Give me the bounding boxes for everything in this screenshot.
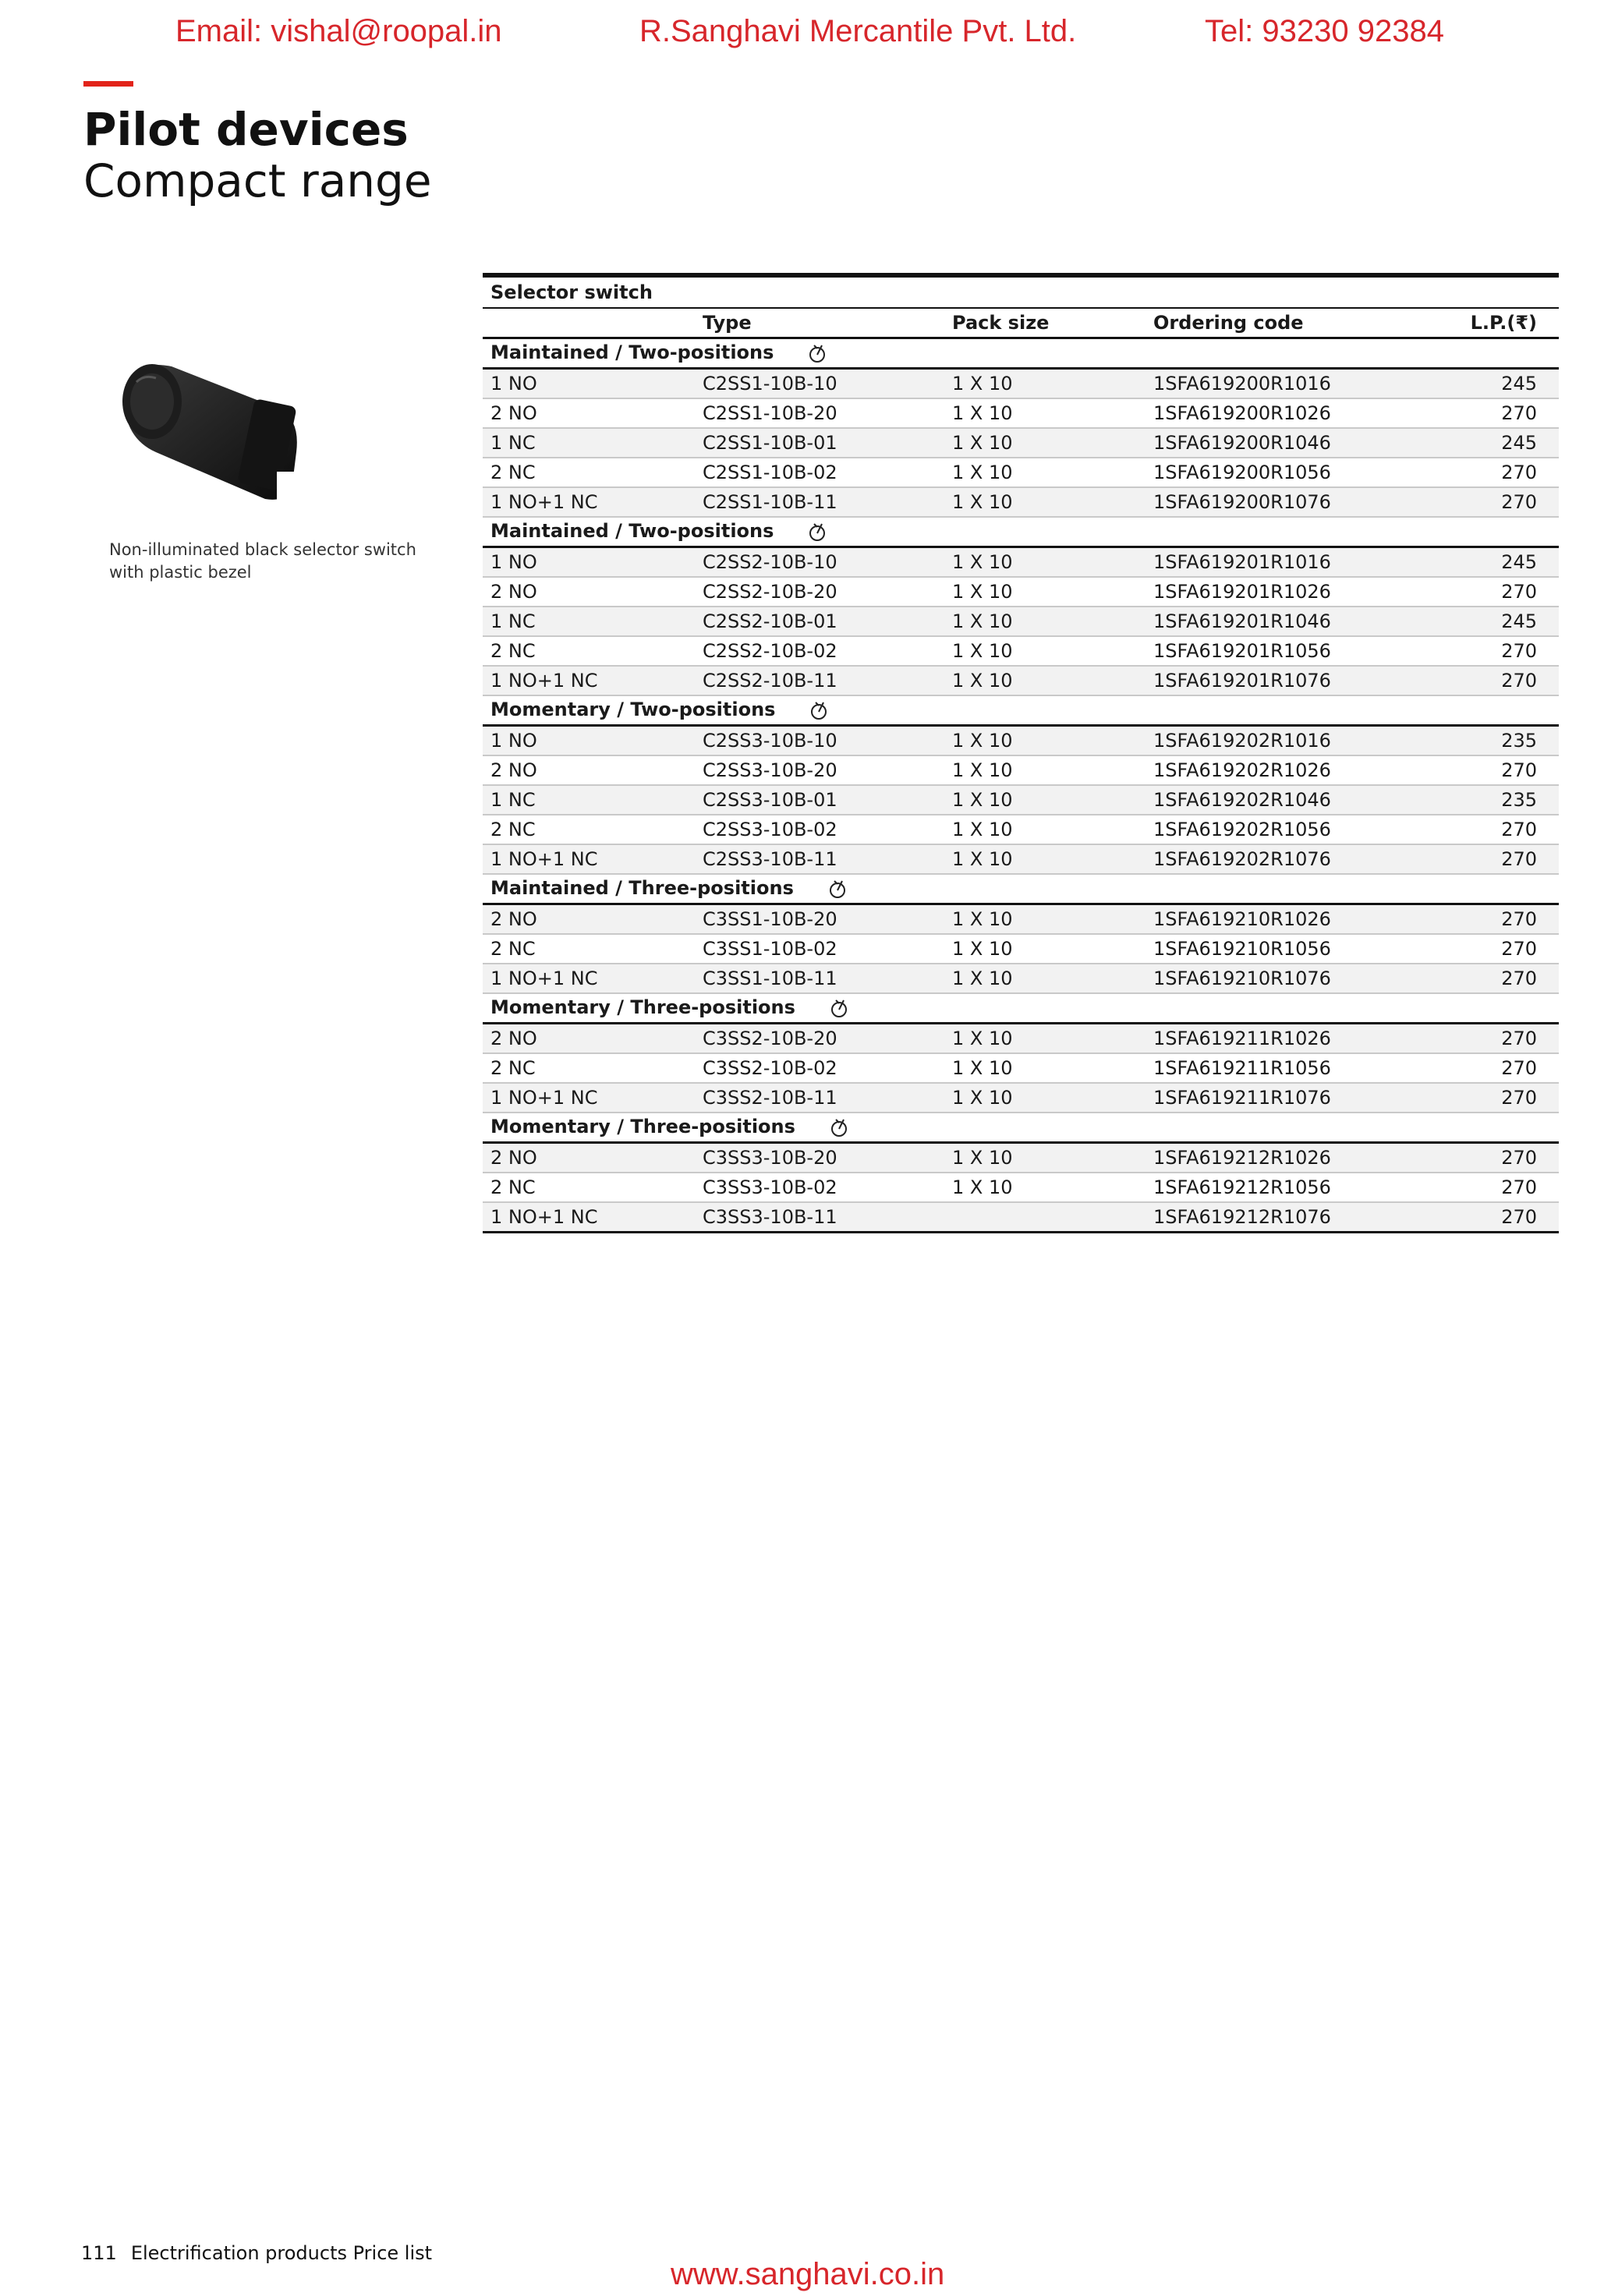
header-email[interactable]: Email: vishal@roopal.in [175, 14, 502, 48]
cell-list-price: 270 [1442, 904, 1559, 935]
cell-list-price: 270 [1442, 398, 1559, 428]
cell-contacts: 1 NO [483, 547, 695, 578]
cell-pack-size: 1 X 10 [944, 636, 1146, 666]
table-row [483, 964, 1559, 993]
cell-list-price: 270 [1442, 577, 1559, 607]
cell-ordering-code: 1SFA619211R1026 [1146, 1024, 1442, 1054]
cell-pack-size: 1 X 10 [944, 458, 1146, 487]
section-header [483, 338, 1559, 369]
cell-list-price: 270 [1442, 458, 1559, 487]
cell-type: C2SS2-10B-10 [695, 547, 944, 578]
table-row [483, 607, 1559, 636]
selector-switch-price-table [483, 273, 1559, 1233]
section-header-row [483, 993, 1559, 1024]
cell-ordering-code: 1SFA619202R1076 [1146, 844, 1442, 874]
cell-ordering-code: 1SFA619210R1026 [1146, 904, 1442, 935]
table-row [483, 844, 1559, 874]
cell-ordering-code: 1SFA619202R1056 [1146, 815, 1442, 844]
table-row [483, 755, 1559, 785]
cell-ordering-code: 1SFA619200R1026 [1146, 398, 1442, 428]
cell-list-price: 245 [1442, 369, 1559, 399]
cell-pack-size: 1 X 10 [944, 815, 1146, 844]
cell-contacts: 1 NO+1 NC [483, 964, 695, 993]
cell-type: C2SS3-10B-02 [695, 815, 944, 844]
header-company: R.Sanghavi Mercantile Pvt. Ltd. [639, 14, 1077, 48]
cell-list-price: 245 [1442, 607, 1559, 636]
cell-ordering-code: 1SFA619200R1076 [1146, 487, 1442, 517]
cell-type: C2SS1-10B-11 [695, 487, 944, 517]
cell-type: C3SS2-10B-02 [695, 1053, 944, 1083]
cell-pack-size: 1 X 10 [944, 904, 1146, 935]
cell-type: C2SS2-10B-01 [695, 607, 944, 636]
table-row [483, 636, 1559, 666]
table-row [483, 1173, 1559, 1202]
table-row [483, 904, 1559, 935]
table-row [483, 458, 1559, 487]
table-row [483, 428, 1559, 458]
table-row [483, 1024, 1559, 1054]
cell-contacts: 1 NC [483, 785, 695, 815]
cell-ordering-code: 1SFA619202R1016 [1146, 726, 1442, 756]
selector-momentary-two-position-icon [806, 698, 831, 723]
table-row [483, 1083, 1559, 1113]
cell-pack-size: 1 X 10 [944, 577, 1146, 607]
cell-ordering-code: 1SFA619201R1026 [1146, 577, 1442, 607]
cell-type: C2SS1-10B-01 [695, 428, 944, 458]
cell-contacts: 2 NC [483, 815, 695, 844]
cell-type: C3SS2-10B-11 [695, 1083, 944, 1113]
table-row [483, 487, 1559, 517]
cell-pack-size: 1 X 10 [944, 369, 1146, 399]
cell-list-price: 270 [1442, 964, 1559, 993]
page-title: Pilot devices [83, 103, 409, 156]
cell-pack-size: 1 X 10 [944, 428, 1146, 458]
cell-contacts: 2 NO [483, 904, 695, 935]
cell-contacts: 2 NO [483, 755, 695, 785]
cell-contacts: 2 NC [483, 1173, 695, 1202]
header-telephone[interactable]: Tel: 93230 92384 [1205, 14, 1444, 48]
cell-ordering-code: 1SFA619200R1056 [1146, 458, 1442, 487]
section-title: Momentary / Two-positions [490, 699, 776, 720]
table-caption-row [483, 275, 1559, 308]
cell-pack-size: 1 X 10 [944, 666, 1146, 695]
cell-pack-size: 1 X 10 [944, 1143, 1146, 1173]
cell-list-price: 235 [1442, 726, 1559, 756]
cell-contacts: 1 NO [483, 726, 695, 756]
cell-ordering-code: 1SFA619212R1026 [1146, 1143, 1442, 1173]
selector-switch-product-image [109, 335, 312, 515]
cell-type: C3SS1-10B-11 [695, 964, 944, 993]
cell-contacts: 2 NO [483, 1143, 695, 1173]
cell-type: C2SS1-10B-20 [695, 398, 944, 428]
section-title: Maintained / Two-positions [490, 341, 774, 363]
cell-pack-size: 1 X 10 [944, 1083, 1146, 1113]
cell-ordering-code: 1SFA619200R1016 [1146, 369, 1442, 399]
selector-momentary-three-position-icon [827, 996, 852, 1021]
section-title: Maintained / Three-positions [490, 877, 794, 899]
page-footer [81, 2242, 432, 2264]
table-row [483, 398, 1559, 428]
cell-pack-size: 1 X 10 [944, 964, 1146, 993]
table-row [483, 1202, 1559, 1233]
cell-list-price: 270 [1442, 844, 1559, 874]
cell-ordering-code: 1SFA619201R1046 [1146, 607, 1442, 636]
cell-pack-size: 1 X 10 [944, 487, 1146, 517]
table-row [483, 785, 1559, 815]
page-subtitle: Compact range [83, 154, 432, 207]
cell-ordering-code: 1SFA619210R1076 [1146, 964, 1442, 993]
cell-type: C2SS3-10B-20 [695, 755, 944, 785]
cell-contacts: 1 NO+1 NC [483, 487, 695, 517]
column-header-type: Type [695, 308, 944, 338]
cell-list-price: 270 [1442, 1202, 1559, 1233]
table-row [483, 934, 1559, 964]
section-title: Momentary / Three-positions [490, 996, 795, 1018]
cell-contacts: 2 NC [483, 934, 695, 964]
cell-list-price: 270 [1442, 666, 1559, 695]
cell-ordering-code: 1SFA619212R1056 [1146, 1173, 1442, 1202]
cell-type: C2SS2-10B-20 [695, 577, 944, 607]
table-row [483, 666, 1559, 695]
cell-contacts: 1 NO+1 NC [483, 844, 695, 874]
cell-list-price: 270 [1442, 636, 1559, 666]
cell-ordering-code: 1SFA619211R1056 [1146, 1053, 1442, 1083]
section-header-row [483, 1113, 1559, 1143]
table-row [483, 815, 1559, 844]
cell-type: C2SS3-10B-01 [695, 785, 944, 815]
cell-list-price: 245 [1442, 547, 1559, 578]
table-caption: Selector switch [483, 275, 1559, 308]
footer-text: Electrification products Price list [130, 2242, 433, 2264]
cell-ordering-code: 1SFA619202R1046 [1146, 785, 1442, 815]
cell-list-price: 270 [1442, 1053, 1559, 1083]
cell-pack-size: 1 X 10 [944, 1024, 1146, 1054]
table-row [483, 1143, 1559, 1173]
cell-contacts: 1 NO+1 NC [483, 1083, 695, 1113]
cell-contacts: 2 NO [483, 577, 695, 607]
cell-ordering-code: 1SFA619211R1076 [1146, 1083, 1442, 1113]
title-accent-rule [83, 81, 133, 87]
column-header-pack-size: Pack size [944, 308, 1146, 338]
cell-list-price: 245 [1442, 428, 1559, 458]
cell-contacts: 2 NC [483, 1053, 695, 1083]
product-caption [109, 539, 452, 584]
cell-type: C3SS1-10B-20 [695, 904, 944, 935]
section-header [483, 874, 1559, 904]
table-row [483, 547, 1559, 578]
cell-pack-size: 1 X 10 [944, 934, 1146, 964]
cell-list-price: 270 [1442, 1173, 1559, 1202]
table-header-row [483, 308, 1559, 338]
cell-contacts: 1 NO+1 NC [483, 1202, 695, 1233]
cell-pack-size: 1 X 10 [944, 1053, 1146, 1083]
cell-pack-size: 1 X 10 [944, 607, 1146, 636]
cell-type: C2SS1-10B-10 [695, 369, 944, 399]
cell-list-price: 270 [1442, 487, 1559, 517]
cell-list-price: 270 [1442, 934, 1559, 964]
cell-type: C3SS3-10B-02 [695, 1173, 944, 1202]
cell-contacts: 1 NO [483, 369, 695, 399]
product-caption-line-2: with plastic bezel [109, 563, 252, 582]
cell-type: C2SS2-10B-02 [695, 636, 944, 666]
footer-website[interactable]: www.sanghavi.co.in [671, 2257, 945, 2291]
contact-header [0, 14, 1597, 61]
selector-three-position-icon [825, 876, 850, 901]
cell-type: C3SS2-10B-20 [695, 1024, 944, 1054]
column-header-list-price: L.P.(₹) [1442, 308, 1559, 338]
section-header-row [483, 695, 1559, 726]
table-row [483, 577, 1559, 607]
cell-contacts: 1 NO+1 NC [483, 666, 695, 695]
cell-pack-size: 1 X 10 [944, 844, 1146, 874]
selector-two-position-angled-icon [805, 519, 830, 544]
product-caption-line-1: Non-illuminated black selector switch [109, 540, 416, 559]
cell-list-price: 270 [1442, 1083, 1559, 1113]
cell-contacts: 2 NC [483, 458, 695, 487]
section-header-row [483, 517, 1559, 547]
cell-type: C3SS3-10B-20 [695, 1143, 944, 1173]
cell-pack-size: 1 X 10 [944, 755, 1146, 785]
page-number: 111 [81, 2242, 117, 2264]
cell-contacts: 1 NC [483, 607, 695, 636]
cell-list-price: 270 [1442, 755, 1559, 785]
cell-ordering-code: 1SFA619201R1056 [1146, 636, 1442, 666]
cell-contacts: 2 NC [483, 636, 695, 666]
cell-contacts: 1 NC [483, 428, 695, 458]
table-row [483, 1053, 1559, 1083]
cell-pack-size [944, 1202, 1146, 1233]
cell-type: C2SS2-10B-11 [695, 666, 944, 695]
table-row [483, 369, 1559, 399]
cell-type: C3SS1-10B-02 [695, 934, 944, 964]
cell-list-price: 270 [1442, 1143, 1559, 1173]
cell-pack-size: 1 X 10 [944, 726, 1146, 756]
cell-pack-size: 1 X 10 [944, 785, 1146, 815]
column-header-ordering-code: Ordering code [1146, 308, 1442, 338]
cell-contacts: 2 NO [483, 398, 695, 428]
section-header-row [483, 338, 1559, 369]
selector-two-position-icon [805, 341, 830, 366]
section-title: Momentary / Three-positions [490, 1116, 795, 1137]
cell-list-price: 270 [1442, 1024, 1559, 1054]
cell-type: C2SS3-10B-11 [695, 844, 944, 874]
cell-pack-size: 1 X 10 [944, 1173, 1146, 1202]
cell-type: C3SS3-10B-11 [695, 1202, 944, 1233]
section-title: Maintained / Two-positions [490, 520, 774, 542]
cell-ordering-code: 1SFA619210R1056 [1146, 934, 1442, 964]
section-header-row [483, 874, 1559, 904]
column-header-contacts [483, 308, 695, 338]
table-row [483, 726, 1559, 756]
cell-ordering-code: 1SFA619201R1016 [1146, 547, 1442, 578]
cell-ordering-code: 1SFA619201R1076 [1146, 666, 1442, 695]
section-header [483, 993, 1559, 1024]
cell-ordering-code: 1SFA619200R1046 [1146, 428, 1442, 458]
section-header [483, 695, 1559, 726]
section-header [483, 1113, 1559, 1143]
cell-pack-size: 1 X 10 [944, 547, 1146, 578]
cell-ordering-code: 1SFA619212R1076 [1146, 1202, 1442, 1233]
cell-list-price: 270 [1442, 815, 1559, 844]
cell-type: C2SS3-10B-10 [695, 726, 944, 756]
cell-contacts: 2 NO [483, 1024, 695, 1054]
cell-type: C2SS1-10B-02 [695, 458, 944, 487]
cell-list-price: 235 [1442, 785, 1559, 815]
cell-pack-size: 1 X 10 [944, 398, 1146, 428]
section-header [483, 517, 1559, 547]
selector-momentary-three-position-alt-icon [827, 1115, 852, 1140]
cell-ordering-code: 1SFA619202R1026 [1146, 755, 1442, 785]
